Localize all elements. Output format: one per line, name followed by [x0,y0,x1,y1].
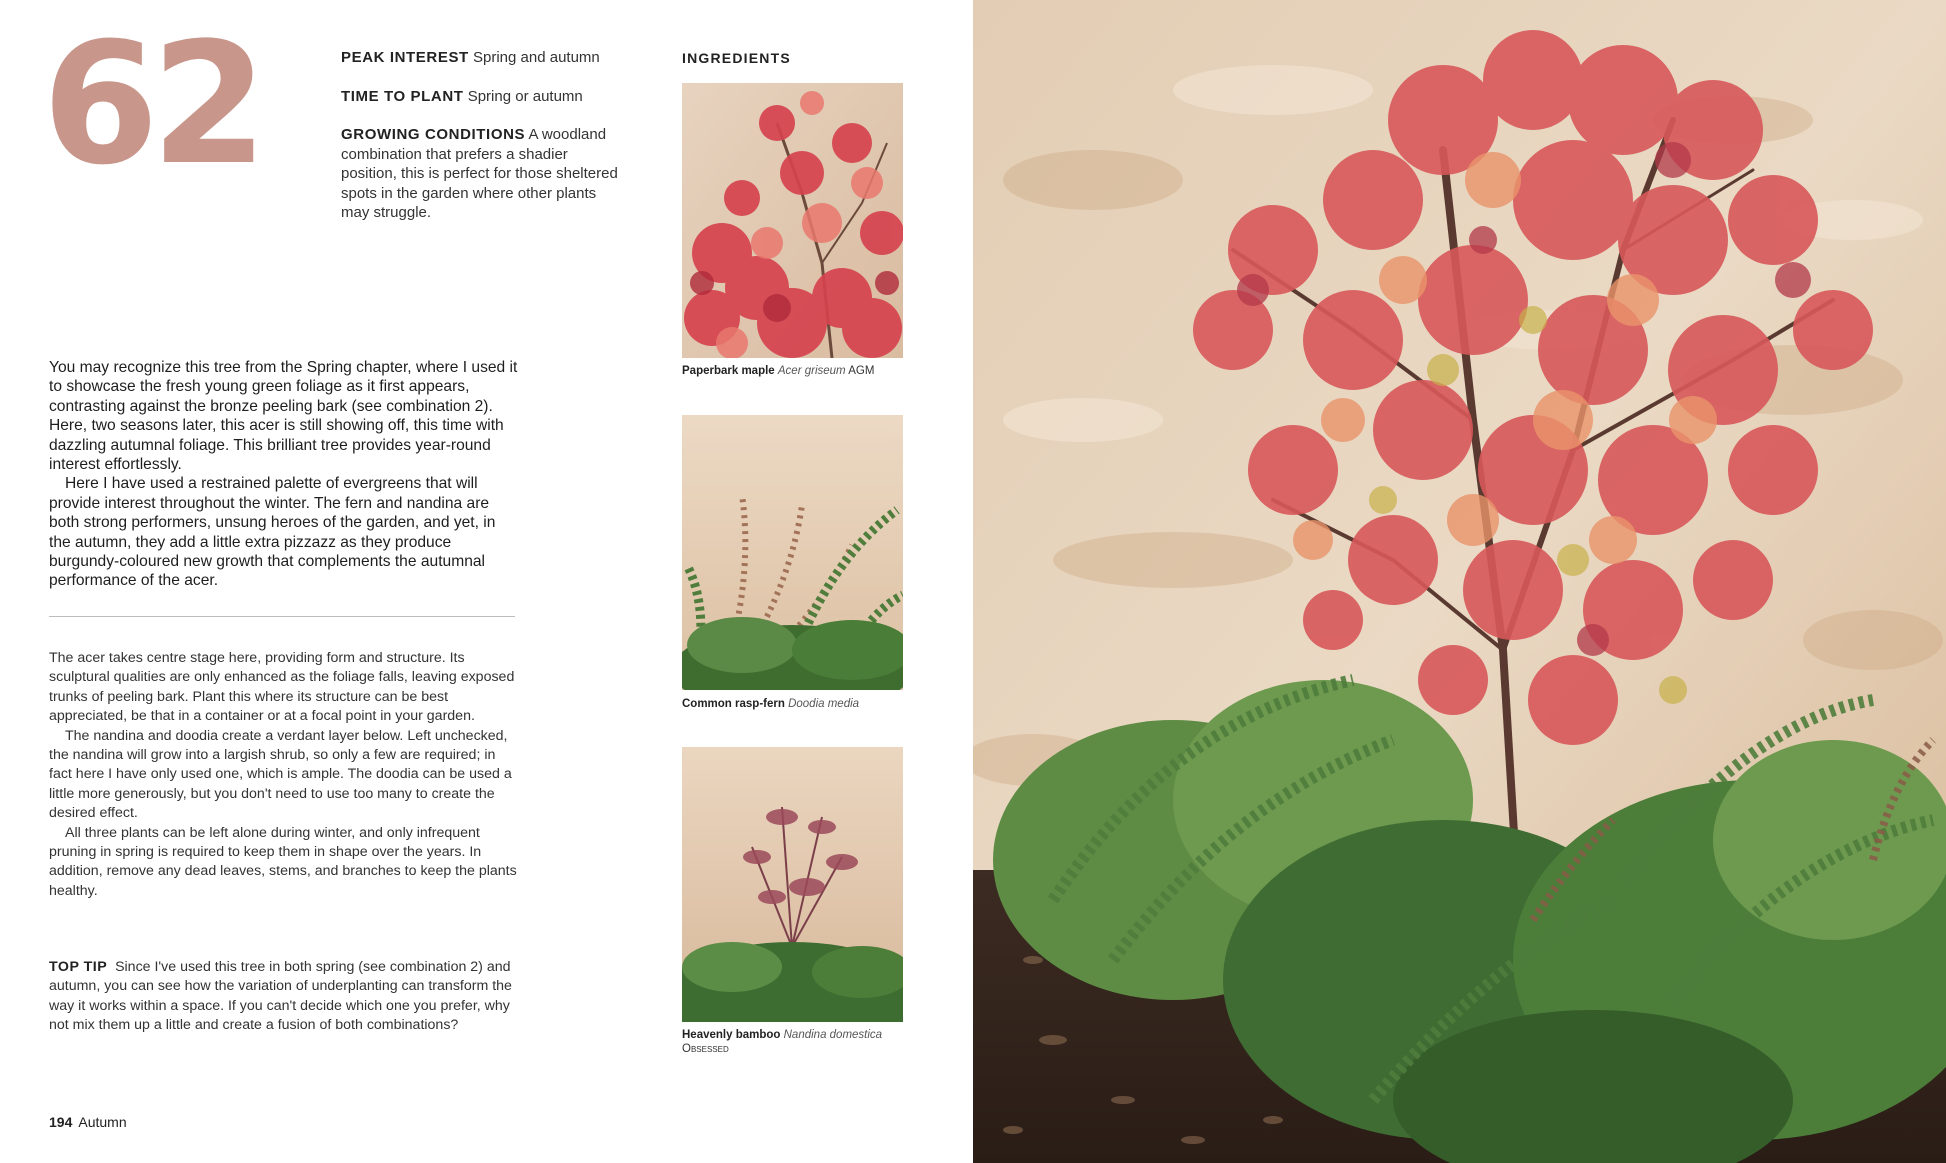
body-paragraph: The acer takes centre stage here, providing form and structure. Its sculptural qualities are only enhanced as the foliage falls, leaving exposed trunks of peeling bark. Plant this where its structure can be best appreciated, be that in a container or at a focal point in your garden. [49,650,515,725]
time-to-plant [341,87,621,107]
growing-conditions [341,125,621,223]
acer-latin-name: Acer griseum [777,365,846,377]
fern-latin-name: Doodia media [788,698,860,710]
growing-conditions-value: A woodland combination that prefers a shadier position, this is perfect for those sheltered spots in the garden where other plants may struggle. [341,126,618,221]
time-to-plant-label: TIME TO PLANT [341,87,464,105]
ingredients-heading: INGREDIENTS [682,50,791,66]
growing-conditions-label: GROWING CONDITIONS [341,126,526,143]
body-paragraph: The nandina and doodia create a verdant layer below. Left unchecked, the nandina will grow into a largish shrub, so only a few are required; in fact here I have only used one, which is ample. The doodia can be used a little more generously, but you don't need to use too many to create the desired effect. [49,727,512,822]
time-to-plant-value: Spring or autumn [467,87,583,105]
intro-text [49,358,519,591]
acer-photo [682,83,903,358]
acer-award: AGM [848,365,875,377]
section-name: Autumn [78,1114,127,1130]
nandina-common-name: Heavenly bamboo [682,1029,781,1041]
page-number: 194 [49,1114,73,1130]
nandina-latin-name: Nandina domestica [783,1029,883,1041]
peak-interest [341,48,621,68]
intro-paragraph: Here I have used a restrained palette of evergreens that will provide interest throughout the winter. The fern and nandina are both strong performers, unsung heroes of the garden, and yet, in the autumn, they add a little extra pizzazz as they produce burgundy-coloured new growth that complements the autumnal performance of the acer. [49,475,496,590]
feature-photo [973,0,1946,1163]
plant-facts [341,48,621,242]
fern-common-name: Common rasp-fern [682,698,785,710]
nandina-cultivar: Obsessed [682,1043,729,1055]
fern-photo [682,415,903,690]
nandina-caption [682,1028,922,1056]
body-paragraph: All three plants can be left alone during winter, and only infrequent pruning in spring is required to keep them in shape over the years. In addition, remove any dead leaves, stems, and branches to keep the plants healthy. [49,824,517,899]
page-footer [49,1114,127,1130]
peak-interest-value: Spring and autumn [473,49,600,66]
nandina-photo [682,747,903,1022]
fern-caption [682,697,922,711]
combination-number: 62 [42,6,260,202]
acer-caption [682,364,922,378]
top-tip-text: Since I've used this tree in both spring (see combination 2) and autumn, you can see how the variation of underplanting can transform the way it works within a space. If you can't decide which one you prefer, why not mix them up a little and create a fusion of both combinations? [49,959,512,1034]
top-tip [49,958,519,1036]
intro-paragraph: You may recognize this tree from the Spring chapter, where I used it to showcase the fresh young green foliage as it first appears, contrasting against the bronze peeling bark (see combination 2). Here, two seasons later, this acer is still showing off, this time with dazzling autumnal foliage. This brilliant tree provides year-round interest effortlessly. [49,359,518,474]
body-text [49,649,519,901]
top-tip-label: TOP TIP [49,959,108,975]
section-divider [49,616,515,617]
acer-common-name: Paperbark maple [682,365,775,377]
peak-interest-label: PEAK INTEREST [341,49,469,66]
